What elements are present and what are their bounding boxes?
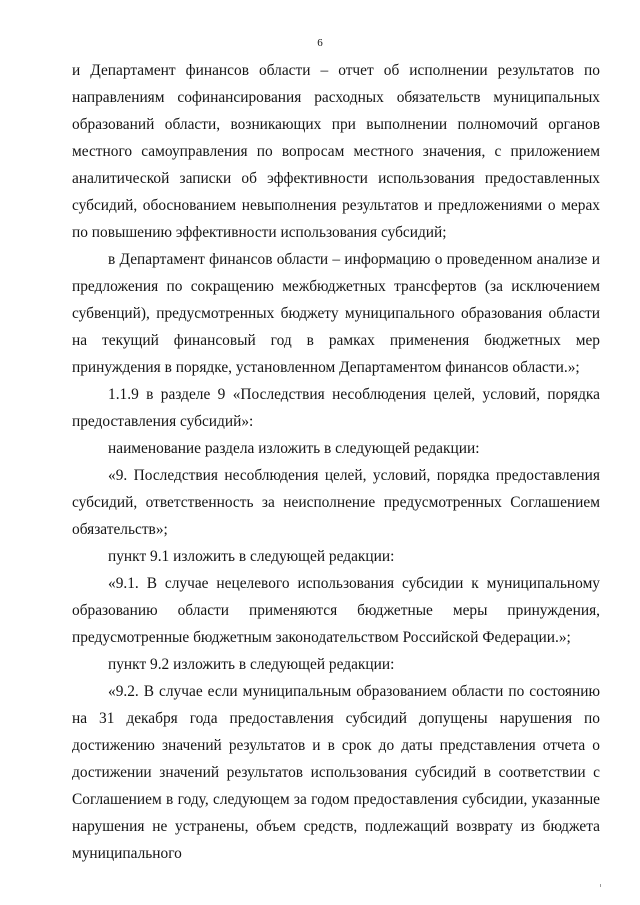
paragraph: наименование раздела изложить в следующей редакции: (108, 440, 480, 457)
body-text (72, 57, 600, 867)
paragraph: «9. Последствия несоблюдения целей, условий, порядка предоставления субсидий, ответственность за неисполнение предусмотренных Соглашением обязательств»; (72, 467, 600, 538)
paragraph: пункт 9.2 изложить в следующей редакции: (108, 656, 395, 673)
paragraph: «9.1. В случае нецелевого использования субсидии к муниципальному образованию области применяются бюджетные меры принуждения, предусмотренные бюджетным законодательством Российской Федерации.»; (72, 575, 600, 646)
paragraph: 1.1.9 в разделе 9 «Последствия несоблюдения целей, условий, порядка предоставления субсидий»: (72, 386, 600, 430)
paragraph: в Департамент финансов области – информацию о проведенном анализе и предложения по сокращению межбюджетных трансфертов (за исключением субвенций), предусмотренных бюджету муниципального образования области на текущий финансовый год в рамках применения бюджетных мер принуждения в порядке, установленном Департаментом финансов области.»; (72, 251, 600, 376)
page-number: 6 (317, 37, 323, 49)
paragraph: пункт 9.1 изложить в следующей редакции: (108, 548, 395, 565)
paragraph: и Департамент финансов области – отчет об исполнении результатов по направлениям софинансирования расходных обязательств муниципальных образований области, возникающих при выполнении полномочий органов местного самоуправления по вопросам местного значения, с приложением аналитической записки об эффективности использования предоставленных субсидий, обоснованием невыполнения результатов и предложениями о мерах по повышению эффективности использования субсидий; (72, 62, 600, 241)
paragraph: «9.2. В случае если муниципальным образованием области по состоянию на 31 декабря года предоставления субсидий допущены нарушения по достижению значений результатов и в срок до даты представления отчета о достижении значений результатов использования субсидий в соответствии с Соглашением в году, следующем за годом предоставления субсидии, указанные нарушения не устранены, объем средств, подлежащий возврату из бюджета муниципального (72, 683, 600, 862)
scan-speck (600, 884, 601, 887)
